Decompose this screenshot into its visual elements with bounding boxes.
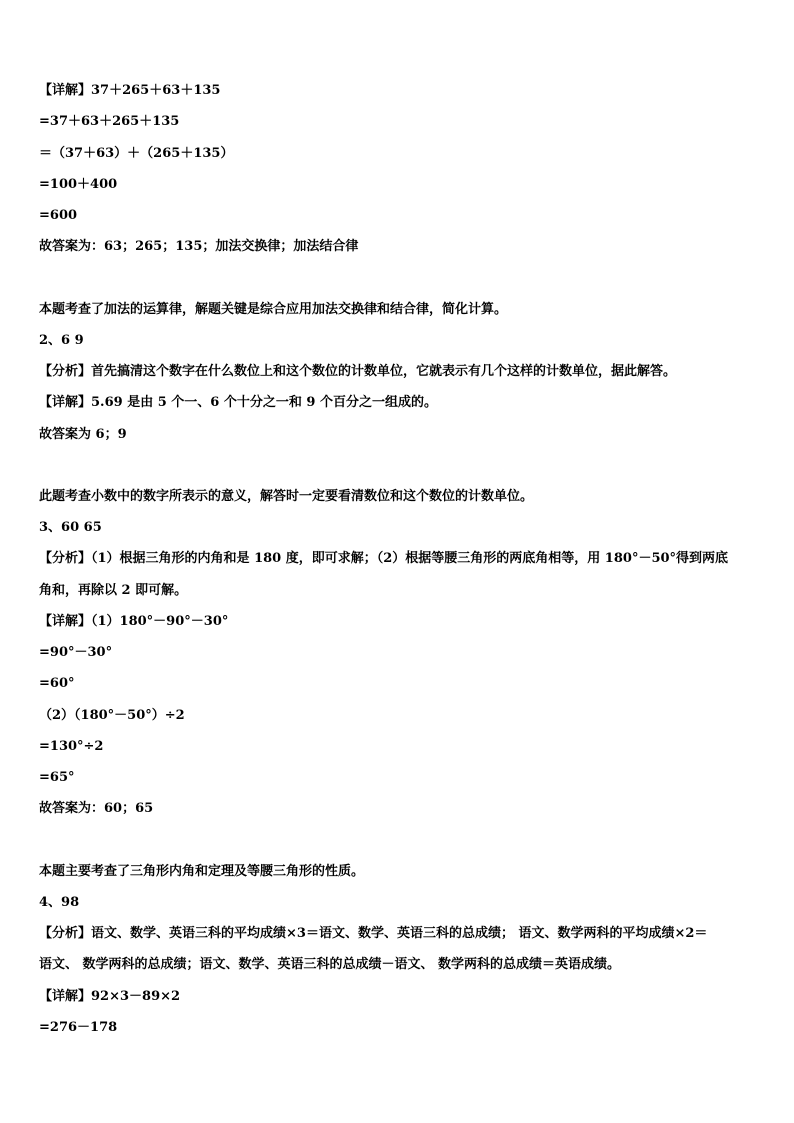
question-number: 4、98 — [39, 895, 80, 910]
text-line: 【详解】92×3－89×2 — [39, 989, 181, 1004]
question-number: 2、6 9 — [39, 333, 84, 348]
text-line: =130°÷2 — [39, 739, 104, 754]
text-line: =600 — [39, 208, 78, 223]
text-line: 【分析】语文、数学、英语三科的平均成绩×3＝语文、数学、英语三科的总成绩； 语文、数学两科的平均成绩×2＝ — [39, 926, 708, 941]
text-line: 故答案为：60；65 — [39, 801, 154, 816]
question-number: 3、60 65 — [39, 520, 102, 535]
text-line: 【分析】（1）根据三角形的内角和是 180 度，即可求解；（2）根据等腰三角形的两底角相等，用 180°－50°得到两底 — [39, 551, 729, 566]
text-line: 【详解】5.69 是由 5 个一、6 个十分之一和 9 个百分之一组成的。 — [39, 395, 437, 410]
text-line: （2）（180°－50°）÷2 — [39, 708, 185, 723]
text-line: =90°－30° — [39, 645, 113, 660]
text-line: ＝（37＋63）＋（265＋135） — [39, 146, 234, 161]
text-line: 【分析】首先搞清这个数字在什么数位上和这个数位的计数单位，它就表示有几个这样的计数单位，据此解答。 — [39, 364, 677, 379]
text-line: 此题考查小数中的数字所表示的意义，解答时一定要看清数位和这个数位的计数单位。 — [39, 489, 534, 504]
text-line: 【详解】（1）180°－90°－30° — [39, 614, 229, 629]
text-line: =276－178 — [39, 1020, 118, 1035]
text-line: 故答案为：63；265；135；加法交换律；加法结合律 — [39, 239, 359, 254]
text-line: =60° — [39, 676, 75, 691]
text-line: 【详解】37＋265＋63＋135 — [39, 83, 221, 98]
text-line: 本题主要考查了三角形内角和定理及等腰三角形的性质。 — [39, 864, 365, 879]
text-line: =37＋63＋265＋135 — [39, 114, 180, 129]
text-line: 角和，再除以 2 即可解。 — [39, 583, 188, 598]
text-line: 故答案为 6；9 — [39, 427, 127, 442]
text-line: 本题考查了加法的运算律，解题关键是综合应用加法交换律和结合律，简化计算。 — [39, 302, 508, 317]
text-line: 语文、 数学两科的总成绩；语文、数学、英语三科的总成绩－语文、 数学两科的总成绩＝英语成绩。 — [39, 957, 621, 972]
text-line: =100＋400 — [39, 177, 118, 192]
text-line: =65° — [39, 770, 75, 785]
